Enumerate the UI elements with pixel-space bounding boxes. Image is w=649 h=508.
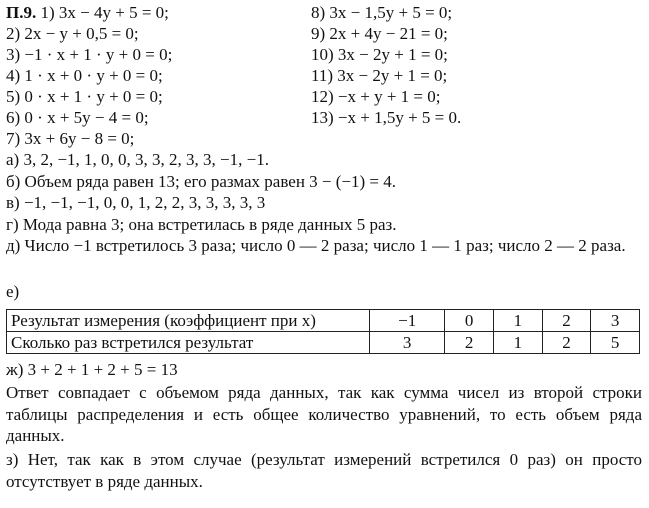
table-cell: 0	[445, 310, 494, 332]
answer-a: а) 3, 2, −1, 1, 0, 0, 3, 3, 2, 3, 3, −1, −1.	[6, 150, 269, 169]
table-cell: 2	[445, 332, 494, 354]
equation-line	[6, 2, 172, 23]
equation-line: 13) −x + 1,5y + 5 = 0.	[311, 108, 462, 127]
problem-number: П.9.	[6, 3, 37, 22]
equation-line: 3) −1 · x + 1 · y + 0 = 0;	[6, 45, 173, 64]
answer-zh-sum: ж) 3 + 2 + 1 + 2 + 5 = 13	[6, 360, 178, 379]
answer-v: в) −1, −1, −1, 0, 0, 1, 2, 2, 3, 3, 3, 3, 3	[6, 193, 266, 212]
equation-line: 12) −x + y + 1 = 0;	[311, 87, 441, 106]
answer-b: б) Объем ряда равен 13; его размах равен 3 − (−1) = 4.	[6, 172, 397, 191]
equation-line: 6) 0 · x + 5y − 4 = 0;	[6, 108, 149, 127]
equation-text: 1) 3x − 4y + 5 = 0;	[40, 3, 169, 22]
table-row	[7, 332, 640, 354]
distribution-table	[6, 309, 640, 354]
table-row-label: Сколько раз встретился результат	[7, 332, 370, 354]
table-cell: 2	[542, 332, 591, 354]
answer-d: д) Число −1 встретилось 3 раза; число 0 — 2 раза; число 1 — 1 раз; число 2 — 2 раза.	[6, 236, 626, 255]
table-cell: −1	[370, 310, 445, 332]
table-cell: 5	[591, 332, 640, 354]
equation-line: 9) 2x + 4y − 21 = 0;	[311, 24, 448, 43]
equation-line: 11) 3x − 2y + 1 = 0;	[311, 66, 448, 85]
equation-line: 4) 1 · x + 0 · y + 0 = 0;	[6, 66, 163, 85]
equation-line: 8) 3x − 1,5y + 5 = 0;	[311, 3, 453, 22]
answer-zh-text: Ответ совпадает с объемом ряда данных, так как сумма чисел из второй строки таблицы распределения и есть общее количество уравнений, то есть объем ряда данных.	[6, 383, 642, 445]
answer-z: з) Нет, так как в этом случае (результат измерений встретился 0 раз) он просто отсутствует в ряде данных.	[6, 450, 642, 491]
table-cell: 3	[591, 310, 640, 332]
equation-line: 10) 3x − 2y + 1 = 0;	[311, 45, 448, 64]
table-row	[7, 310, 640, 332]
table-row-label: Результат измерения (коэффициент при x)	[7, 310, 370, 332]
equation-line: 5) 0 · x + 1 · y + 0 = 0;	[6, 87, 163, 106]
equation-line: 7) 3x + 6y − 8 = 0;	[6, 129, 135, 148]
answer-g: г) Мода равна 3; она встретилась в ряде данных 5 раз.	[6, 215, 397, 234]
table-cell: 3	[370, 332, 445, 354]
table-cell: 2	[542, 310, 591, 332]
equation-line: 2) 2x − y + 0,5 = 0;	[6, 24, 139, 43]
table-cell: 1	[493, 332, 542, 354]
equations-left-column	[6, 2, 172, 149]
table-cell: 1	[493, 310, 542, 332]
equations-right-column	[311, 2, 461, 128]
answer-e: е)	[6, 282, 20, 301]
